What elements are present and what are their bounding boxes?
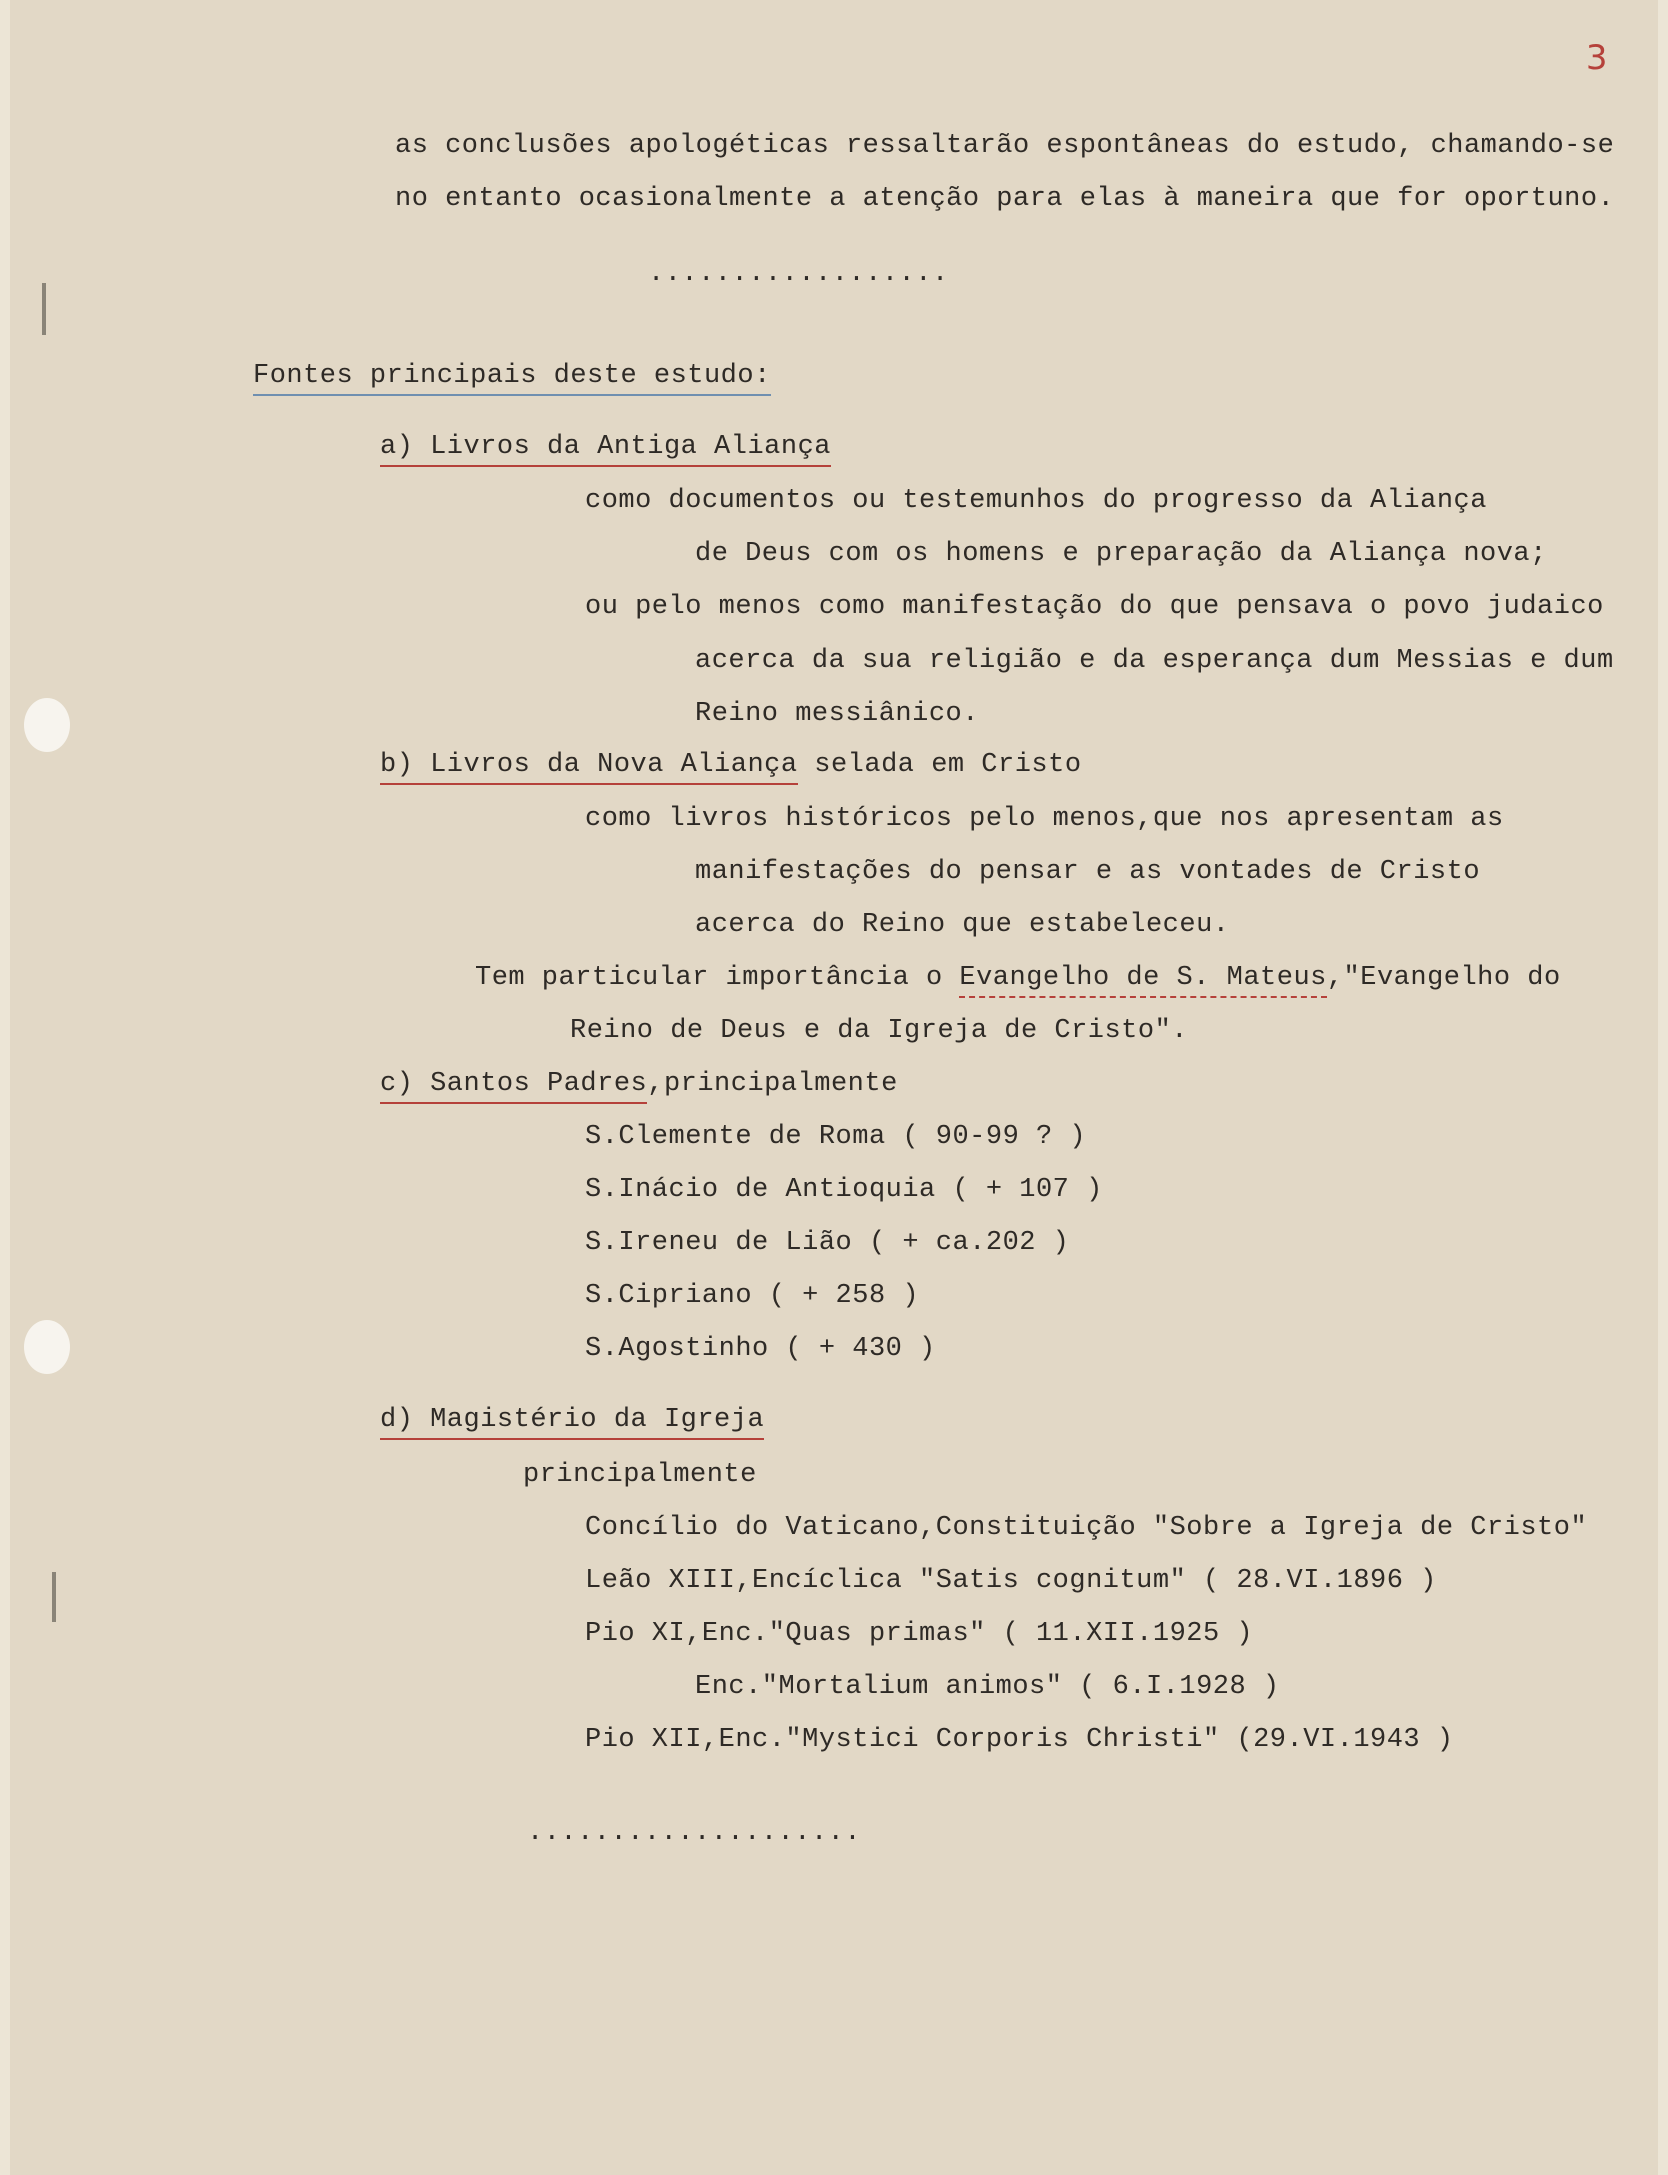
section-c-title	[380, 1068, 898, 1100]
section-a-line-1: como documentos ou testemunhos do progresso da Aliança	[585, 486, 1487, 516]
section-d-item-3: Pio XI,Enc."Quas primas" ( 11.XII.1925 )	[585, 1619, 1254, 1649]
paper-mark-lower	[52, 1572, 56, 1622]
section-d-title	[380, 1404, 764, 1436]
section-heading	[253, 360, 771, 392]
section-b-title-rest: selada em Cristo	[797, 750, 1082, 780]
separator-top: ..................	[648, 259, 949, 289]
section-b-note-link: Evangelho de S. Mateus	[959, 963, 1326, 998]
section-heading-text: Fontes principais deste estudo:	[253, 361, 771, 396]
section-d-item-2: Leão XIII,Encíclica "Satis cognitum" ( 28.VI.1896 )	[585, 1566, 1437, 1596]
section-a-line-3: ou pelo menos como manifestação do que pensava o povo judaico	[585, 592, 1604, 622]
section-b-line-2: manifestações do pensar e as vontades de Cristo	[695, 857, 1481, 887]
punch-hole-upper	[24, 698, 70, 752]
section-a-title-text: a) Livros da Antiga Aliança	[380, 432, 831, 467]
section-a-title	[380, 431, 831, 463]
section-b-title-text: b) Livros da Nova Aliança	[380, 750, 798, 785]
section-c-title-rest: ,principalmente	[647, 1069, 898, 1099]
page-number: 3	[1585, 38, 1608, 78]
intro-line-2: no entanto ocasionalmente a atenção para elas à maneira que for oportuno.	[395, 184, 1615, 214]
section-b-note-post: ,"Evangelho do	[1326, 963, 1561, 993]
section-d-item-1: Concílio do Vaticano,Constituição "Sobre a Igreja de Cristo"	[585, 1513, 1588, 1543]
section-c-item-1: S.Clemente de Roma ( 90-99 ? )	[585, 1122, 1087, 1152]
section-d-sub: principalmente	[523, 1460, 757, 1490]
section-c-item-2: S.Inácio de Antioquia ( + 107 )	[585, 1175, 1103, 1205]
section-c-title-text: c) Santos Padres	[380, 1069, 647, 1104]
section-c-item-5: S.Agostinho ( + 430 )	[585, 1334, 936, 1364]
section-a-line-5: Reino messiânico.	[695, 699, 979, 729]
section-d-title-text: d) Magistério da Igreja	[380, 1405, 764, 1440]
section-d-item-5: Pio XII,Enc."Mystici Corporis Christi" (29.VI.1943 )	[585, 1725, 1454, 1755]
section-a-line-2: de Deus com os homens e preparação da Aliança nova;	[695, 539, 1547, 569]
section-b-note-line-2: Reino de Deus e da Igreja de Cristo".	[570, 1016, 1188, 1046]
section-b-note-pre: Tem particular importância o	[475, 963, 960, 993]
section-b-line-1: como livros históricos pelo menos,que nos apresentam as	[585, 804, 1504, 834]
paper-right-edge	[1658, 0, 1668, 2175]
separator-bottom: ....................	[527, 1818, 862, 1848]
punch-hole-lower	[24, 1320, 70, 1374]
section-b-title	[380, 749, 1082, 781]
intro-line-1: as conclusões apologéticas ressaltarão espontâneas do estudo, chamando-se	[395, 131, 1615, 161]
section-b-line-3: acerca do Reino que estabeleceu.	[695, 910, 1230, 940]
section-c-item-4: S.Cipriano ( + 258 )	[585, 1281, 920, 1311]
paper-left-edge	[0, 0, 10, 2175]
paper-mark-upper	[42, 283, 46, 335]
section-a-line-4: acerca da sua religião e da esperança dum Messias e dum	[695, 646, 1614, 676]
section-c-item-3: S.Ireneu de Lião ( + ca.202 )	[585, 1228, 1070, 1258]
section-b-note	[475, 962, 1561, 994]
section-d-item-4: Enc."Mortalium animos" ( 6.I.1928 )	[695, 1672, 1280, 1702]
